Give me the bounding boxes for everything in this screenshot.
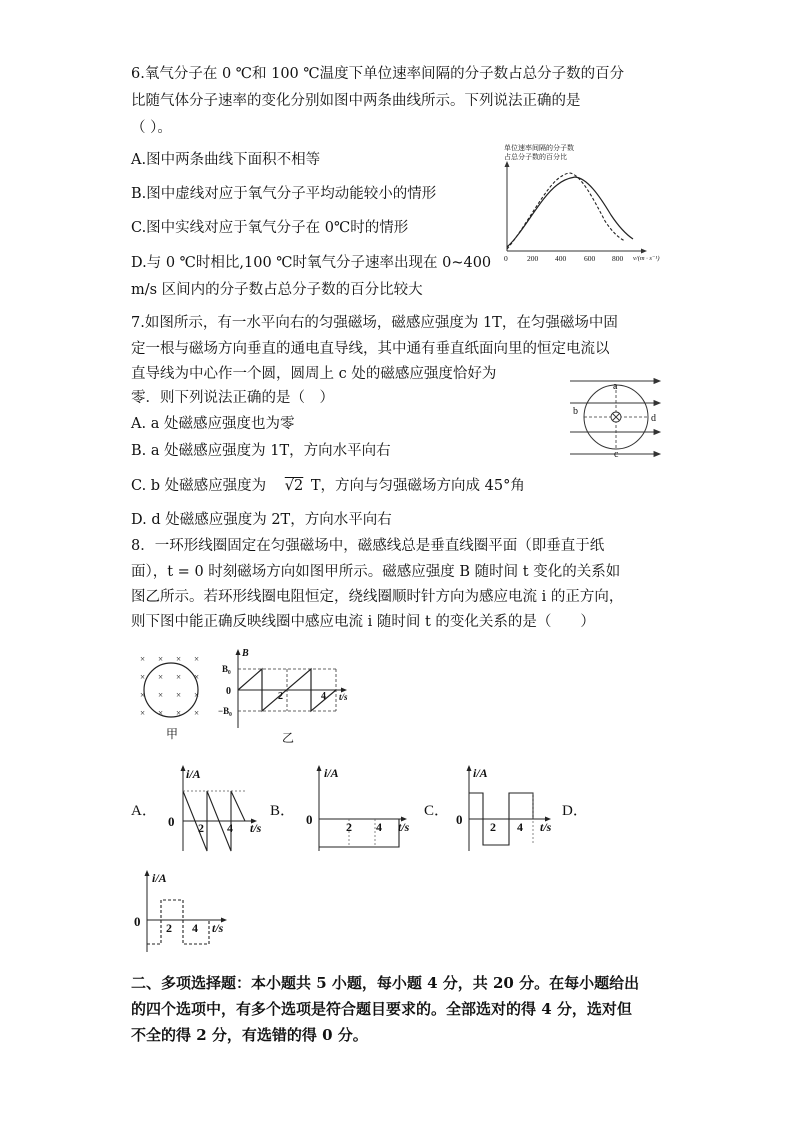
q8-figure-yi-bt-graph — [218, 648, 368, 743]
q8-a-tlabel: t/s — [250, 821, 262, 835]
q7-stem-line3: 直导线为中心作一个圆，圆周上 c 处的磁感应强度恰好为 — [131, 366, 497, 382]
q8-d-zero: 0 — [134, 914, 141, 929]
q6-graph-ylabel-1: 单位速率间隔的分子数 — [504, 144, 574, 152]
q6-option-b: B.图中虚线对应于氧气分子平均动能较小的情形 — [131, 186, 437, 202]
svg-text:×: × — [140, 672, 146, 682]
q8-option-c-label: C． — [424, 803, 450, 819]
q8-figure-jia — [135, 650, 220, 740]
q8-d-ilabel: i/A — [152, 871, 167, 885]
q8-bt-zero: 0 — [226, 686, 231, 697]
section2-heading-line3: 不全的得 2 分，有选错的得 0 分。 — [131, 1026, 368, 1044]
q8-bt-t2: 2 — [278, 691, 283, 702]
q8-c-tlabel: t/s — [540, 820, 552, 834]
q7-label-a: a — [613, 381, 618, 392]
q6-graph-xlabel: v/(m · s⁻¹) — [633, 255, 660, 262]
q8-option-b-graph — [305, 763, 420, 858]
q8-d-t2: 2 — [166, 921, 172, 935]
q7-option-c-suffix: T，方向与匀强磁场方向成 45°角 — [310, 478, 525, 494]
q7-option-b: B. a 处磁感应强度为 1T，方向水平向右 — [131, 443, 391, 459]
svg-text:×: × — [158, 654, 164, 664]
q8-b-t4: 4 — [376, 820, 382, 834]
svg-text:×: × — [194, 654, 200, 664]
q8-label-yi: 乙 — [282, 731, 295, 745]
q8-b-tlabel: t/s — [398, 820, 410, 834]
svg-text:×: × — [140, 690, 146, 700]
q8-d-tlabel: t/s — [212, 921, 224, 935]
q8-b-zero: 0 — [306, 812, 313, 827]
q6-stem-line1: 6.氧气分子在 0 ℃和 100 ℃温度下单位速率间隔的分子数占总分子数的百分 — [131, 66, 625, 82]
q6-option-a: A.图中两条曲线下面积不相等 — [131, 152, 321, 168]
section2-heading-line1: 二、多项选择题：本小题共 5 小题，每小题 4 分，共 20 分。在每小题给出 — [131, 974, 640, 992]
q8-b-t2: 2 — [346, 820, 352, 834]
q6-dashed-curve — [507, 173, 625, 249]
q8-option-a-graph — [165, 763, 275, 858]
q8-stem-line4: 则下图中能正确反映线圈中感应电流 i 随时间 t 的变化关系的是（ ） — [131, 614, 595, 630]
q6-graph-ylabel-2: 占总分子数的百分比 — [504, 153, 567, 161]
q7-label-d: d — [651, 413, 656, 424]
q7-stem-line1: 7.如图所示，有一水平向右的匀强磁场，磁感应强度为 1T，在匀强磁场中固 — [131, 315, 618, 331]
q7-magnetic-field-figure — [565, 375, 665, 460]
q7-option-a: A. a 处磁感应强度也为零 — [131, 416, 295, 432]
q7-option-c — [131, 476, 525, 496]
q8-a-zero: 0 — [168, 814, 175, 829]
q6-graph-tick-400: 400 — [555, 254, 567, 263]
q8-option-d-graph — [133, 868, 243, 958]
q6-graph-tick-800: 800 — [612, 254, 624, 263]
q6-option-d-line2: m/s 区间内的分子数占总分子数的百分比较大 — [131, 282, 423, 298]
q7-label-b: b — [573, 406, 578, 417]
svg-text:×: × — [158, 672, 164, 682]
q8-c-t4: 4 — [517, 820, 523, 834]
q7-current-into-page-icon — [611, 412, 621, 422]
svg-text:×: × — [176, 654, 182, 664]
q6-solid-curve — [507, 177, 633, 247]
q8-label-jia: 甲 — [166, 727, 179, 741]
q6-speed-distribution-graph — [495, 143, 675, 273]
svg-text:×: × — [158, 708, 164, 718]
q8-b-ilabel: i/A — [324, 766, 339, 780]
q7-label-c: c — [614, 449, 619, 460]
q6-stem-line2: 比随气体分子速率的变化分别如图中两条曲线所示。下列说法正确的是 — [131, 93, 581, 109]
q8-bt-B0: B₀ — [222, 664, 231, 674]
q7-option-c-sqrt: √2 — [284, 478, 304, 494]
q8-bt-tlabel: t/s — [339, 692, 348, 702]
svg-text:×: × — [176, 672, 182, 682]
svg-text:×: × — [140, 654, 146, 664]
q8-c-zero: 0 — [456, 812, 463, 827]
q6-graph-tick-0: 0 — [504, 254, 508, 263]
q8-c-ilabel: i/A — [473, 766, 488, 780]
q8-option-c-graph — [455, 763, 565, 858]
q8-a-t4: 4 — [227, 821, 233, 835]
section2-heading-line2: 的四个选项中，有多个选项是符合题目要求的。全部选对的得 4 分，选对但 — [131, 1000, 632, 1018]
q8-option-b-label: B． — [270, 803, 296, 819]
q6-graph-tick-200: 200 — [527, 254, 539, 263]
q6-option-d-line1: D.与 0 ℃时相比,100 ℃时氧气分子速率出现在 0~400 — [131, 255, 492, 271]
q6-graph-tick-600: 600 — [584, 254, 596, 263]
q8-bt-B: B — [242, 648, 249, 659]
q6-stem-line3: （ ）。 — [131, 120, 172, 136]
svg-text:×: × — [194, 672, 200, 682]
q8-a-ilabel: i/A — [186, 767, 201, 781]
q7-option-c-prefix: C. b 处磁感应强度为 — [131, 478, 267, 494]
q8-option-d-label: D． — [562, 803, 588, 819]
q8-bt-negB0: −B₀ — [218, 706, 232, 716]
svg-text:×: × — [158, 690, 164, 700]
q8-d-t4: 4 — [192, 921, 198, 935]
q8-bt-t4: 4 — [321, 691, 326, 702]
q7-stem-line4: 零．则下列说法正确的是（ ） — [131, 390, 334, 406]
q7-stem-line2: 定一根与磁场方向垂直的通电直导线，其中通有垂直纸面向里的恒定电流以 — [131, 341, 610, 357]
svg-text:×: × — [176, 690, 182, 700]
svg-text:×: × — [194, 690, 200, 700]
q8-coil-circle — [144, 663, 198, 717]
q8-stem-line3: 图乙所示。若环形线圈电阻恒定，绕线圈顺时针方向为感应电流 i 的正方向， — [131, 589, 624, 605]
q8-stem-line2: 面），t = 0 时刻磁场方向如图甲所示。磁感应强度 B 随时间 t 变化的关系如 — [131, 564, 621, 580]
q7-option-d: D. d 处磁感应强度为 2T，方向水平向右 — [131, 512, 392, 528]
svg-text:×: × — [140, 708, 146, 718]
q6-option-c: C.图中实线对应于氧气分子在 0℃时的情形 — [131, 220, 409, 236]
svg-text:×: × — [176, 708, 182, 718]
svg-text:×: × — [194, 708, 200, 718]
q8-option-a-label: A． — [131, 803, 157, 819]
q8-c-t2: 2 — [490, 820, 496, 834]
q8-a-t2: 2 — [198, 821, 204, 835]
q8-stem-line1: 8．一环形线圈固定在匀强磁场中，磁感线总是垂直线圈平面（即垂直于纸 — [131, 538, 605, 554]
